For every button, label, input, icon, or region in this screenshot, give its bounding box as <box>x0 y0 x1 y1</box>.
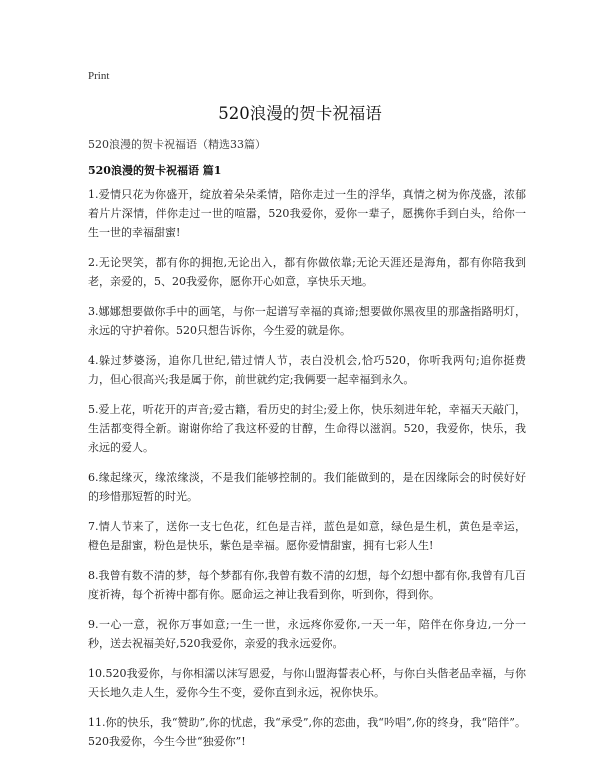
paragraph-4: 4.躲过梦婆汤，追你几世纪,错过情人节，表白没机会,恰巧520，你听我两句;追你挺费力，但心很高兴;我是属于你，前世就约定;我俩要一起幸福到永久。 <box>88 354 526 386</box>
paragraph-2: 2.无论哭笑，都有你的拥抱,无论出入，都有你做依靠;无论天涯还是海角，都有你陪我到老，亲爱的，5、20我爱你，愿你开心如意，享快乐天地。 <box>88 256 526 288</box>
paragraph-5: 5.爱上花，听花开的声音;爱古籍，看历史的封尘;爱上你，快乐刻进年轮，幸福天天敲门，生活都变得全新。谢谢你给了我这杯爱的甘醇，生命得以滋润。520，我爱你，快乐，我永远的爱人。 <box>88 403 526 454</box>
document-subtitle: 520浪漫的贺卡祝福语（精选33篇） <box>88 138 266 151</box>
article-body <box>88 185 526 762</box>
print-link[interactable]: Print <box>88 70 110 82</box>
paragraph-3: 3.娜娜想要做你手中的画笔，与你一起谱写幸福的真谛;想要做你黑夜里的那盏指路明灯，永远的守护着你。520只想告诉你，今生爱的就是你。 <box>88 305 526 337</box>
paragraph-7: 7.情人节来了，送你一支七色花，红色是吉祥，蓝色是如意，绿色是生机，黄色是幸运，橙色是甜蜜，粉色是快乐，紫色是幸福。愿你爱情甜蜜，拥有七彩人生! <box>88 520 526 552</box>
paragraph-1: 1.爱情只花为你盛开，绽放着朵朵柔情，陪你走过一生的浮华，真情之树为你茂盛，浓郁着片片深情，伴你走过一世的喧嚣，520我爱你，爱你一辈子，愿携你手到白头，给你一生一世的幸福甜蜜! <box>88 188 526 239</box>
paragraph-8: 8.我曾有数不清的梦，每个梦都有你,我曾有数不清的幻想，每个幻想中都有你,我曾有几百度祈祷，每个祈祷中都有你。愿命运之神让我看到你，听到你，得到你。 <box>88 569 526 601</box>
section-heading: 520浪漫的贺卡祝福语 篇1 <box>88 164 222 177</box>
paragraph-11: 11.你的快乐，我“赞助”,你的忧虑，我“承受”,你的恋曲，我“吟唱”,你的终身，我“陪伴”。520我爱你，今生今世“独爱你”! <box>88 716 526 748</box>
paragraph-10: 10.520我爱你，与你相濡以沫写恩爱，与你山盟海誓表心杯，与你白头偕老品幸福，与你天长地久走人生，爱你今生不变，爱你直到永远，祝你快乐。 <box>88 667 526 699</box>
paragraph-9: 9.一心一意，祝你万事如意;一生一世，永远疼你爱你,一天一年，陪伴在你身边,一分一秒，送去祝福美好,520我爱你，亲爱的我永远爱你。 <box>88 618 526 650</box>
page-title: 520浪漫的贺卡祝福语 <box>218 104 382 123</box>
paragraph-6: 6.缘起缘灭，缘浓缘淡，不是我们能够控制的。我们能做到的，是在因缘际会的时侯好好的珍惜那短暂的时光。 <box>88 471 526 503</box>
